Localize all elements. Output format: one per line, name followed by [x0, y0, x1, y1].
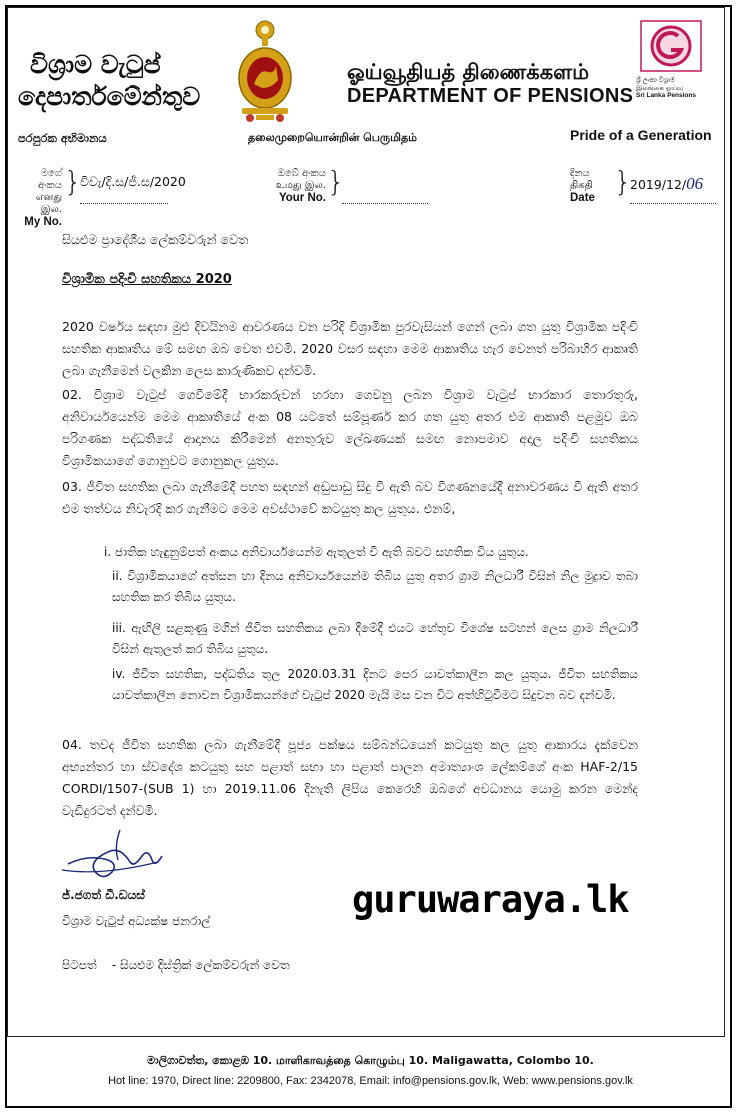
motto-sinhala: පරපුරක අභිමානය — [18, 131, 107, 145]
signature — [60, 824, 170, 884]
brace: } — [327, 165, 345, 198]
brace: } — [614, 165, 632, 198]
date-label-si: දිනය — [570, 168, 590, 179]
cc-label: පිටපත් — [62, 958, 97, 972]
signatory-name: ජ්.ජගත් ඩී.ඩයස් — [62, 888, 145, 902]
dept-name-english: DEPARTMENT OF PENSIONS — [347, 85, 634, 107]
date-printed: 2019/12/ — [630, 177, 687, 192]
list-item — [112, 566, 638, 608]
paragraph-3: 03. ජීවිත සහතික ලබා ගැනීමේදී පහත සඳහන් අඩුපාඩු සිදු වී ඇති බව විගණනයේදී අනාවරණය වී ඇති අතර එම තත්වය නිවැරදි කර ගැනීමට මෙම අවස්ථාවේ කටයුතු කල යුතුය. එනම්, — [62, 479, 638, 516]
my-no-label-en: My No. — [24, 216, 62, 228]
pensions-logo — [640, 20, 702, 72]
list-item-number: iv. — [112, 667, 126, 681]
signatory-title: විශ්‍රාම වැටුප් අධ්‍යක්ෂ ජනරාල් — [62, 914, 211, 928]
footer-contacts: Hot line: 1970, Direct line: 2209800, Fax: 2342078, Email: info@pensions.gov.lk, Web: www.pensions.gov.lk — [108, 1075, 633, 1087]
logo-caption-english: Sri Lanka Pensions — [636, 92, 696, 99]
watermark: guruwaraya.lk — [352, 878, 629, 921]
date-label-ta: திகதி — [570, 180, 593, 191]
list-item-number: iii. — [112, 621, 126, 635]
motto-tamil: தலைமுறையொன்றின் பெருமிதம் — [248, 131, 417, 144]
logo-caption-tamil: இலங்கை ஓய்வு — [636, 84, 684, 92]
date-handwritten: 06 — [686, 174, 704, 193]
letter-subject: විශ්‍රාමික පදිංචි සහතිකය 2020 — [62, 272, 232, 287]
footer-address: මාලිගාවත්ත, කොළඹ 10. மாளிகாவத்தை கொழும்பு 10. Maligawatta, Colombo 10. — [147, 1054, 594, 1067]
paragraph-1: 2020 වර්ෂය සඳහා මුළු දිවයිනම ආවරණය වන පරිදි විශ්‍රාමික පුරවැසියන් ගෙන් ලබා ගත යුතු විශ්‍රාමික පදිංචි සහතික ආකෘතිය මේ සමඟ ඔබ වෙත එවමි. 2020 වසර සඳහා මෙම ආකෘතිය හැර වෙනත් පරිබාහිර ආකෘති ලබා ගැනීමෙන් වලකින ලෙස කාරුණිකව දන්වමි. — [62, 319, 638, 378]
cc-line — [62, 958, 290, 973]
my-no-label-ta: எனது இல. — [35, 192, 62, 215]
my-no-value: විවැ/දි.ස/ජී.ස/2020 — [80, 174, 186, 189]
list-item — [112, 664, 638, 706]
list-item-text: ජීවිත සහතික, පද්ධතිය තුල 2020.03.31 දිනට පෙර යාවත්කාලීන කල යුතුය. ජීවිත සහතිකය යාවත්කාලීන නොවන විශ්‍රාමිකයන්ගේ වැටුප් 2020 මැයි මස වන විට අත්හිටුවීමට සිදුවන බව දන්වමි. — [112, 667, 638, 702]
my-no-underline — [80, 203, 168, 204]
my-no-label-si: මගේ අංකය — [37, 168, 62, 191]
date-label — [570, 168, 610, 204]
brace: } — [64, 165, 82, 198]
your-no-label — [270, 168, 326, 204]
your-no-label-si: ඔබේ අංකය — [277, 168, 326, 179]
your-no-underline — [342, 203, 428, 204]
list-item-number: ii. — [112, 569, 123, 583]
your-no-label-en: Your No. — [278, 192, 326, 204]
dept-name-sinhala-1: විශ්‍රාම වැටුප් — [30, 50, 161, 79]
list-item-number: i. — [104, 545, 112, 559]
motto-english: Pride of a Generation — [570, 127, 712, 143]
addressee: සියළුම ප්‍රාදේශීය ලේකම්වරුන් වෙත — [62, 232, 249, 247]
date-underline — [630, 203, 716, 204]
paragraph-4: 04. තවද ජීවිත සහතික ලබා ගැනීමේදී පූජ්‍ය පක්ෂය සම්බන්ධයෙන් කටයුතු කල යුතු ආකාරය දැක්වෙන අභ්‍යන්තර හා ස්වදේශ කටයුතු සහ පළාත් සභා හා පළාත් පාලන අමාත්‍යාංශ ලේකම්ගේ අංක HAF-2/15 CORDI/1507-(SUB 1) හා 2019.11.06 දිනැති ලිපිය කෙරෙහි ඔබගේ අවධානය යොමු කරන මෙන්ද වැඩිදුරටත් දන්වමි. — [62, 737, 638, 818]
dept-name-tamil: ஓய்வூதியத் திணைக்களம் — [347, 60, 590, 84]
list-item-text: ජාතික හැඳුනුම්පත් අංකය අනිවාර්යයෙන්ම ඇතුලත් වී ඇති බවට සහතික විය යුතුය. — [114, 545, 529, 559]
list-item-text: විශ්‍රාමිකයාගේ අත්සන හා දිනය අනිවාර්යයෙන්ම තිබිය යුතු අතර ග්‍රාම නිලධාරී විසින් නිල මුද්‍රාව තබා සහතික කර තිබිය යුතුය. — [112, 569, 638, 604]
pensions-logo-caption — [636, 76, 711, 100]
list-item — [104, 542, 638, 563]
paragraph-2: 02. විශ්‍රාම වැටුප් ගෙවීමේදී භාරකරුවන් හරහා ගෙවනු ලබන විශ්‍රාම වැටුප් භාරකාර තොරතුරු, අනිවාර්යයෙන්ම මෙම ආකෘතියේ අංක 08 යටතේ සම්පූර්ණ කර ගත යුතු අතර එම ආකෘති පළමුව ඔබ පරිගණක පද්ධතියේ ආදානය කිරීමෙන් අනතුරුව ලේඛණයක් සමඟ නොපමාව අදාල පදිංචි සහතිකය විශ්‍රාමිකයාගේ ගොනුවට ගොනුකල යුතුය. — [62, 387, 638, 468]
dept-name-sinhala-2: දෙපාර්තමේන්තුව — [18, 82, 201, 111]
list-item — [112, 618, 638, 660]
your-no-label-ta: உமது இல. — [275, 180, 326, 191]
date-value — [630, 174, 703, 194]
my-no-label — [14, 168, 62, 228]
date-label-en: Date — [570, 192, 595, 204]
logo-caption-sinhala: ශ්‍රී ලංකා විශ්‍රාම — [636, 76, 675, 84]
list-item-text: ඇඟිලි සළකුණු මගින් ජීවිත සහතිකය ලබා දීමේදී එයට හේතුව විශේෂ සටහන් ලෙස ග්‍රාම නිලධාරී විසින් ඇතුලත් කර තිබිය යුතුය. — [112, 621, 638, 656]
national-emblem — [234, 18, 296, 124]
cc-text: - සියළුම දිස්ත්‍රික් ලේකම්වරුන් වෙත — [111, 958, 290, 972]
